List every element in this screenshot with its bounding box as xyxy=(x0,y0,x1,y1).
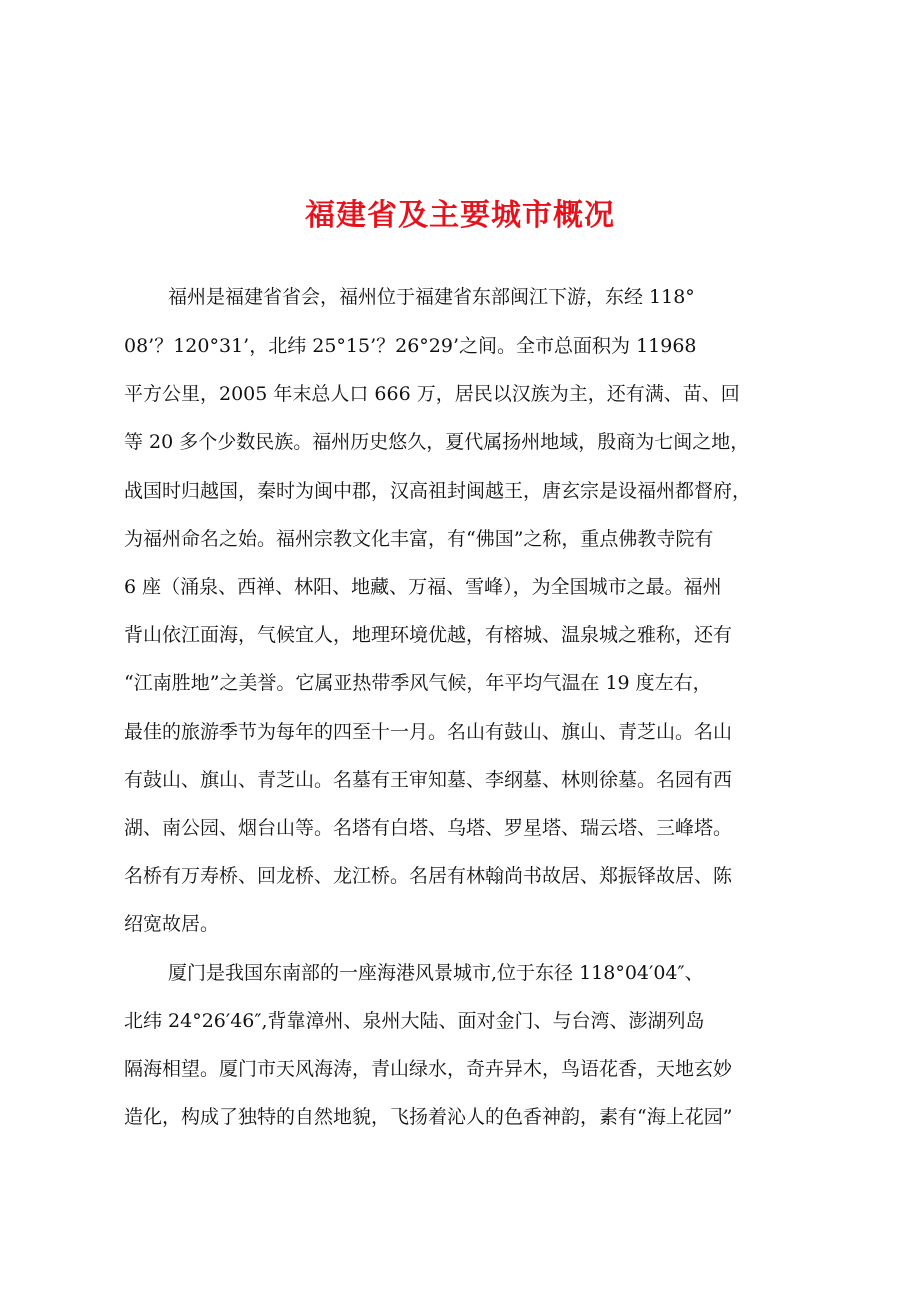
text-line: 湖、南公园、烟台山等。名塔有白塔、乌塔、罗星塔、瑞云塔、三峰塔。 xyxy=(124,817,733,839)
text-line: 厦门是我国东南部的一座海港风景城市,位于东径 118°04′04″、 xyxy=(168,962,704,984)
text-line: 造化，构成了独特的自然地貌，飞扬着沁人的色香神韵，素有“海上花园” xyxy=(124,1106,733,1128)
text-line: 背山依江面海，气候宜人，地理环境优越，有榕城、温泉城之雅称，还有 xyxy=(124,624,733,646)
text-line: 6 座（涌泉、西禅、林阳、地藏、万福、雪峰），为全国城市之最。福州 xyxy=(124,576,722,598)
text-line: 为福州命名之始。福州宗教文化丰富，有“佛国”之称，重点佛教寺院有 xyxy=(124,528,714,550)
text-line: 最佳的旅游季节为每年的四至十一月。名山有鼓山、旗山、青芝山。名山 xyxy=(124,721,733,743)
text-line: “江南胜地”之美誉。它属亚热带季风气候，年平均气温在 19 度左右， xyxy=(124,672,712,694)
page-title: 福建省及主要城市概况 xyxy=(305,198,615,233)
text-line: 绍宽故居。 xyxy=(124,913,220,935)
text-line: 福州是福建省省会，福州位于福建省东部闽江下游，东经 118° xyxy=(168,286,695,308)
text-line: 08’？120°31’，北纬 25°15’？26°29’之间。全市总面积为 11968 xyxy=(124,335,697,357)
text-line: 平方公里，2005 年末总人口 666 万，居民以汉族为主，还有满、苗、回 xyxy=(124,383,740,405)
text-line: 有鼓山、旗山、青芝山。名墓有王审知墓、李纲墓、林则徐墓。名园有西 xyxy=(124,769,733,791)
text-line: 等 20 多个少数民族。福州历史悠久，夏代属扬州地域，殷商为七闽之地， xyxy=(124,431,750,453)
text-line: 名桥有万寿桥、回龙桥、龙江桥。名居有林翰尚书故居、郑振铎故居、陈 xyxy=(124,865,733,887)
text-line: 隔海相望。厦门市天风海涛，青山绿水，奇卉异木，鸟语花香，天地玄妙 xyxy=(124,1058,733,1080)
text-line: 北纬 24°26′46″,背靠漳州、泉州大陆、面对金门、与台湾、澎湖列岛 xyxy=(124,1010,705,1032)
text-line: 战国时归越国，秦时为闽中郡，汉高祖封闽越王，唐玄宗是设福州都督府， xyxy=(124,480,752,502)
